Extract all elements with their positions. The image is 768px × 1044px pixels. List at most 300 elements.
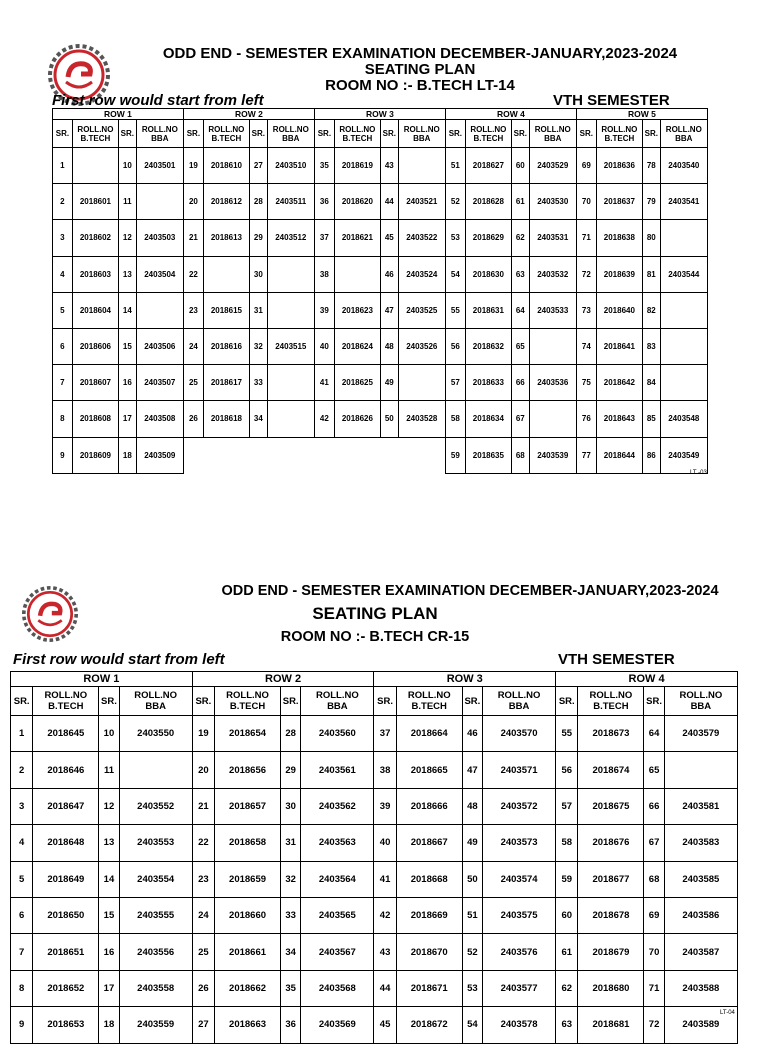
seat-roll-number: 2018636 (596, 148, 642, 184)
col-header-roll-no: ROLL.NO B.TECH (334, 120, 380, 148)
col-header-sr: SR. (642, 120, 660, 148)
seat-serial: 4 (11, 825, 33, 861)
col-header-roll-no: ROLL.NO BBA (660, 120, 707, 148)
seat-serial: 39 (314, 292, 334, 328)
seat-serial: 32 (250, 328, 268, 364)
seat-serial: 1 (11, 716, 33, 752)
seat-serial: 62 (556, 970, 578, 1006)
page-code: LT-04 (720, 1010, 735, 1016)
seat-serial: 24 (192, 897, 214, 933)
seat-roll-number: 2403501 (136, 148, 183, 184)
seat-roll-number: 2018653 (33, 1007, 99, 1043)
seat-roll-number: 2018650 (33, 897, 99, 933)
seat-roll-number: 2018601 (72, 184, 118, 220)
seat-roll-number: 2018670 (396, 934, 462, 970)
seat-serial: 36 (314, 184, 334, 220)
seat-serial: 45 (381, 220, 399, 256)
seat-serial: 58 (556, 825, 578, 861)
seat-serial: 72 (576, 256, 596, 292)
seat-roll-number: 2403533 (529, 292, 576, 328)
seat-roll-number: 2403558 (119, 970, 192, 1006)
seat-roll-number: 2018669 (396, 897, 462, 933)
seat-roll-number: 2403552 (119, 788, 192, 824)
seat-roll-number: 2403540 (660, 148, 707, 184)
seat-serial: 76 (576, 401, 596, 437)
seat-serial: 39 (374, 788, 396, 824)
seat-serial: 18 (99, 1007, 119, 1043)
seat-serial: 3 (53, 220, 73, 256)
col-header-sr: SR. (183, 120, 203, 148)
col-header-roll-no: ROLL.NO BBA (529, 120, 576, 148)
seat-roll-number: 2403585 (664, 861, 737, 897)
seat-serial: 38 (374, 752, 396, 788)
col-header-roll-no: ROLL.NO B.TECH (72, 120, 118, 148)
seat-roll-number: 2018644 (596, 437, 642, 473)
row-label-3: ROW 3 (314, 109, 445, 120)
seat-serial: 35 (314, 148, 334, 184)
seat-serial: 43 (381, 148, 399, 184)
seat-serial: 52 (462, 934, 482, 970)
seat-serial: 50 (462, 861, 482, 897)
seat-serial: 72 (644, 1007, 664, 1043)
seat-serial: 45 (374, 1007, 396, 1043)
seat-serial: 70 (644, 934, 664, 970)
seat-roll-number: 2403577 (483, 970, 556, 1006)
seat-serial: 66 (512, 365, 530, 401)
seat-roll-number: 2403587 (664, 934, 737, 970)
seat-serial: 67 (644, 825, 664, 861)
seat-roll-number: 2403522 (398, 220, 445, 256)
seat-serial: 54 (445, 256, 465, 292)
seat-roll-number: 2018612 (203, 184, 249, 220)
seat-serial: 29 (250, 220, 268, 256)
seat-serial: 48 (462, 788, 482, 824)
table-row (11, 788, 738, 824)
seat-roll-number: 2018665 (396, 752, 462, 788)
seat-roll-number: 2403559 (119, 1007, 192, 1043)
seat-roll-number: 2403556 (119, 934, 192, 970)
seat-roll-number: 2403507 (136, 365, 183, 401)
seat-roll-number: 2403536 (529, 365, 576, 401)
table-row (11, 934, 738, 970)
seat-serial: 17 (119, 401, 137, 437)
seat-serial: 61 (556, 934, 578, 970)
seat-serial: 53 (445, 220, 465, 256)
seat-serial: 30 (250, 256, 268, 292)
seat-serial: 7 (11, 934, 33, 970)
seat-roll-number: 2018675 (578, 788, 644, 824)
seat-roll-number (119, 752, 192, 788)
seat-roll-number: 2018638 (596, 220, 642, 256)
seat-roll-number: 2018621 (334, 220, 380, 256)
seat-serial: 29 (281, 752, 301, 788)
seat-serial: 10 (99, 716, 119, 752)
seat-roll-number: 2018626 (334, 401, 380, 437)
col-header-roll-no: ROLL.NO B.TECH (33, 687, 99, 716)
seat-serial: 14 (99, 861, 119, 897)
seat-roll-number: 2018625 (334, 365, 380, 401)
seat-serial: 71 (576, 220, 596, 256)
seat-roll-number: 2403563 (301, 825, 374, 861)
seat-roll-number: 2018660 (215, 897, 281, 933)
seat-serial: 69 (576, 148, 596, 184)
seat-serial: 21 (183, 220, 203, 256)
col-header-sr: SR. (576, 120, 596, 148)
seat-serial: 63 (512, 256, 530, 292)
seat-roll-number: 2018613 (203, 220, 249, 256)
seat-roll-number: 2403555 (119, 897, 192, 933)
seat-serial: 9 (53, 437, 73, 473)
seat-serial: 60 (556, 897, 578, 933)
col-header-sr: SR. (53, 120, 73, 148)
seat-roll-number: 2018662 (215, 970, 281, 1006)
col-header-roll-no: ROLL.NO BBA (267, 120, 314, 148)
seat-roll-number: 2403506 (136, 328, 183, 364)
seat-serial: 8 (11, 970, 33, 1006)
seat-roll-number: 2018609 (72, 437, 118, 473)
seat-serial: 54 (462, 1007, 482, 1043)
seat-serial: 55 (445, 292, 465, 328)
seat-serial: 13 (119, 256, 137, 292)
seat-roll-number: 2403571 (483, 752, 556, 788)
seat-roll-number: 2403526 (398, 328, 445, 364)
seat-roll-number: 2018602 (72, 220, 118, 256)
seat-serial: 31 (281, 825, 301, 861)
seat-roll-number: 2018619 (334, 148, 380, 184)
col-header-sr: SR. (445, 120, 465, 148)
seat-roll-number: 2018623 (334, 292, 380, 328)
seat-serial: 70 (576, 184, 596, 220)
table-row (11, 1007, 738, 1043)
room-number: ROOM NO :- B.TECH LT-14 (325, 77, 515, 94)
seat-roll-number: 2018677 (578, 861, 644, 897)
seat-serial: 41 (314, 365, 334, 401)
seat-roll-number: 2403589 (664, 1007, 737, 1043)
seat-serial: 27 (192, 1007, 214, 1043)
table-row (11, 861, 738, 897)
seat-roll-number: 2018672 (396, 1007, 462, 1043)
seat-serial: 27 (250, 148, 268, 184)
seat-serial: 20 (192, 752, 214, 788)
seat-roll-number: 2018641 (596, 328, 642, 364)
seat-serial: 11 (99, 752, 119, 788)
seat-roll-number: 2403567 (301, 934, 374, 970)
seat-serial: 26 (192, 970, 214, 1006)
seat-roll-number: 2018671 (396, 970, 462, 1006)
seat-serial: 46 (381, 256, 399, 292)
seat-serial: 21 (192, 788, 214, 824)
seat-roll-number: 2403562 (301, 788, 374, 824)
seat-serial: 82 (642, 292, 660, 328)
col-header-roll-no: ROLL.NO B.TECH (215, 687, 281, 716)
seat-serial: 68 (512, 437, 530, 473)
seat-serial: 41 (374, 861, 396, 897)
seat-serial: 48 (381, 328, 399, 364)
seat-roll-number: 2403564 (301, 861, 374, 897)
col-header-sr: SR. (11, 687, 33, 716)
seat-serial: 35 (281, 970, 301, 1006)
col-header-roll-no: ROLL.NO BBA (398, 120, 445, 148)
seat-roll-number: 2403586 (664, 897, 737, 933)
seat-roll-number: 2018637 (596, 184, 642, 220)
seat-serial: 79 (642, 184, 660, 220)
seat-roll-number: 2018645 (33, 716, 99, 752)
seat-serial: 31 (250, 292, 268, 328)
seat-serial: 10 (119, 148, 137, 184)
col-header-sr: SR. (374, 687, 396, 716)
col-header-roll-no: ROLL.NO BBA (301, 687, 374, 716)
table-row (11, 752, 738, 788)
seat-roll-number: 2018678 (578, 897, 644, 933)
seat-roll-number: 2018615 (203, 292, 249, 328)
seat-roll-number: 2403531 (529, 220, 576, 256)
seat-roll-number: 2018666 (396, 788, 462, 824)
seat-serial: 9 (11, 1007, 33, 1043)
col-header-sr: SR. (192, 687, 214, 716)
seat-roll-number: 2018642 (596, 365, 642, 401)
seat-roll-number: 2403581 (664, 788, 737, 824)
seat-roll-number: 2403569 (301, 1007, 374, 1043)
seat-roll-number: 2403544 (660, 256, 707, 292)
seat-roll-number: 2403572 (483, 788, 556, 824)
seat-serial: 75 (576, 365, 596, 401)
col-header-roll-no: ROLL.NO BBA (119, 687, 192, 716)
semester-label: VTH SEMESTER (558, 651, 675, 668)
seat-roll-number: 2018627 (465, 148, 511, 184)
seat-serial: 8 (53, 401, 73, 437)
seat-serial: 19 (183, 148, 203, 184)
col-header-sr: SR. (99, 687, 119, 716)
seat-roll-number: 2403565 (301, 897, 374, 933)
seat-roll-number: 2403553 (119, 825, 192, 861)
seat-roll-number: 2403532 (529, 256, 576, 292)
row-label-1: ROW 1 (11, 672, 193, 687)
seat-roll-number: 2403528 (398, 401, 445, 437)
seat-roll-number: 2403550 (119, 716, 192, 752)
seat-serial: 61 (512, 184, 530, 220)
col-header-sr: SR. (381, 120, 399, 148)
seat-roll-number: 2403549 (660, 437, 707, 473)
seat-roll-number: 2403508 (136, 401, 183, 437)
seat-roll-number: 2018674 (578, 752, 644, 788)
seat-roll-number: 2018606 (72, 328, 118, 364)
seat-serial: 73 (576, 292, 596, 328)
seat-roll-number: 2403541 (660, 184, 707, 220)
seat-roll-number: 2018610 (203, 148, 249, 184)
seat-roll-number: 2403521 (398, 184, 445, 220)
seat-serial: 12 (119, 220, 137, 256)
seat-serial: 25 (183, 365, 203, 401)
exam-title: ODD END - SEMESTER EXAMINATION DECEMBER-JANUARY,2023-2024 (162, 45, 678, 62)
seat-roll-number: 2018639 (596, 256, 642, 292)
col-header-roll-no: ROLL.NO B.TECH (578, 687, 644, 716)
seat-serial: 53 (462, 970, 482, 1006)
room-number: ROOM NO :- B.TECH CR-15 (280, 629, 470, 645)
col-header-roll-no: ROLL.NO BBA (664, 687, 737, 716)
seat-serial: 25 (192, 934, 214, 970)
seat-serial: 68 (644, 861, 664, 897)
table-row (11, 716, 738, 752)
seat-roll-number: 2018668 (396, 861, 462, 897)
seat-serial: 32 (281, 861, 301, 897)
seat-serial: 11 (119, 184, 137, 220)
seat-roll-number: 2403503 (136, 220, 183, 256)
seat-roll-number: 2018657 (215, 788, 281, 824)
seat-roll-number: 2018640 (596, 292, 642, 328)
seat-roll-number: 2403573 (483, 825, 556, 861)
seat-serial: 60 (512, 148, 530, 184)
seat-serial: 84 (642, 365, 660, 401)
seat-roll-number: 2403504 (136, 256, 183, 292)
col-header-roll-no: ROLL.NO B.TECH (596, 120, 642, 148)
seating-table-cr-15 (10, 671, 738, 1044)
seat-roll-number: 2403579 (664, 716, 737, 752)
seat-roll-number: 2403524 (398, 256, 445, 292)
seat-roll-number: 2018620 (334, 184, 380, 220)
seat-serial: 5 (53, 292, 73, 328)
seat-roll-number: 2403525 (398, 292, 445, 328)
seat-serial: 50 (381, 401, 399, 437)
seat-roll-number: 2018632 (465, 328, 511, 364)
seat-serial: 78 (642, 148, 660, 184)
seat-serial: 24 (183, 328, 203, 364)
seat-roll-number: 2018664 (396, 716, 462, 752)
seat-serial: 13 (99, 825, 119, 861)
seat-serial: 57 (556, 788, 578, 824)
seat-serial: 15 (119, 328, 137, 364)
seating-note: First row would start from left (52, 92, 264, 109)
seat-roll-number: 2403530 (529, 184, 576, 220)
seat-serial: 38 (314, 256, 334, 292)
seat-serial: 51 (462, 897, 482, 933)
col-header-roll-no: ROLL.NO BBA (136, 120, 183, 148)
seat-roll-number: 2018604 (72, 292, 118, 328)
seat-serial: 22 (192, 825, 214, 861)
col-header-sr: SR. (250, 120, 268, 148)
row-label-3: ROW 3 (374, 672, 556, 687)
seat-serial: 46 (462, 716, 482, 752)
seat-roll-number: 2018631 (465, 292, 511, 328)
university-logo (14, 586, 86, 642)
seat-roll-number: 2018659 (215, 861, 281, 897)
seat-roll-number: 2018647 (33, 788, 99, 824)
seat-roll-number: 2018651 (33, 934, 99, 970)
seat-serial: 44 (381, 184, 399, 220)
seat-serial: 57 (445, 365, 465, 401)
seat-roll-number: 2018654 (215, 716, 281, 752)
seat-serial: 86 (642, 437, 660, 473)
seat-serial: 28 (250, 184, 268, 220)
col-header-sr: SR. (281, 687, 301, 716)
seat-roll-number: 2018676 (578, 825, 644, 861)
seating-plan-heading: SEATING PLAN (312, 604, 438, 623)
seat-serial: 28 (281, 716, 301, 752)
seating-note: First row would start from left (13, 651, 225, 668)
seat-roll-number: 2403570 (483, 716, 556, 752)
seat-roll-number: 2403561 (301, 752, 374, 788)
seat-roll-number: 2403554 (119, 861, 192, 897)
col-header-roll-no: ROLL.NO B.TECH (465, 120, 511, 148)
seat-serial: 40 (314, 328, 334, 364)
seat-roll-number: 2018661 (215, 934, 281, 970)
row-label-2: ROW 2 (183, 109, 314, 120)
seat-roll-number: 2018663 (215, 1007, 281, 1043)
seat-serial: 3 (11, 788, 33, 824)
seat-roll-number: 2403575 (483, 897, 556, 933)
seat-serial: 30 (281, 788, 301, 824)
seat-roll-number: 2018658 (215, 825, 281, 861)
seat-serial: 71 (644, 970, 664, 1006)
seat-serial: 1 (53, 148, 73, 184)
row-label-4: ROW 4 (445, 109, 576, 120)
seat-roll-number: 2018633 (465, 365, 511, 401)
seat-serial: 2 (53, 184, 73, 220)
seat-roll-number: 2018681 (578, 1007, 644, 1043)
page-code: LT -03 (690, 470, 707, 476)
seat-serial: 64 (512, 292, 530, 328)
col-header-sr: SR. (119, 120, 137, 148)
seat-roll-number: 2403529 (529, 148, 576, 184)
seat-serial: 20 (183, 184, 203, 220)
seat-roll-number: 2018643 (596, 401, 642, 437)
seat-roll-number: 2018603 (72, 256, 118, 292)
seat-serial: 47 (462, 752, 482, 788)
seat-roll-number: 2018628 (465, 184, 511, 220)
seat-serial: 4 (53, 256, 73, 292)
seat-serial: 6 (11, 897, 33, 933)
seat-serial: 43 (374, 934, 396, 970)
seat-roll-number: 2018673 (578, 716, 644, 752)
seat-serial: 56 (445, 328, 465, 364)
seat-roll-number: 2018649 (33, 861, 99, 897)
seat-serial: 52 (445, 184, 465, 220)
seat-serial: 7 (53, 365, 73, 401)
col-header-roll-no: ROLL.NO B.TECH (396, 687, 462, 716)
col-header-sr: SR. (512, 120, 530, 148)
seat-roll-number: 2403576 (483, 934, 556, 970)
seat-serial: 49 (462, 825, 482, 861)
seat-roll-number: 2403578 (483, 1007, 556, 1043)
seat-roll-number: 2018667 (396, 825, 462, 861)
seat-roll-number: 2018634 (465, 401, 511, 437)
seat-serial: 36 (281, 1007, 301, 1043)
table-row (11, 825, 738, 861)
seat-roll-number: 2018635 (465, 437, 511, 473)
seat-serial: 40 (374, 825, 396, 861)
seat-serial: 56 (556, 752, 578, 788)
seat-serial: 49 (381, 365, 399, 401)
seat-roll-number: 2403574 (483, 861, 556, 897)
seat-roll-number: 2403568 (301, 970, 374, 1006)
seat-serial: 33 (281, 897, 301, 933)
seat-serial: 59 (445, 437, 465, 473)
seat-serial: 23 (192, 861, 214, 897)
seat-serial: 14 (119, 292, 137, 328)
seat-serial: 5 (11, 861, 33, 897)
seat-roll-number (664, 752, 737, 788)
seat-roll-number: 2018630 (465, 256, 511, 292)
seat-roll-number: 2018680 (578, 970, 644, 1006)
seat-serial: 34 (250, 401, 268, 437)
seat-roll-number: 2403511 (267, 184, 314, 220)
seat-roll-number: 2018656 (215, 752, 281, 788)
seat-serial: 65 (512, 328, 530, 364)
seat-roll-number: 2018617 (203, 365, 249, 401)
seat-serial: 74 (576, 328, 596, 364)
semester-label: VTH SEMESTER (553, 92, 670, 109)
exam-title: ODD END - SEMESTER EXAMINATION DECEMBER-JANUARY,2023-2024 (221, 583, 719, 599)
table-row (11, 970, 738, 1006)
